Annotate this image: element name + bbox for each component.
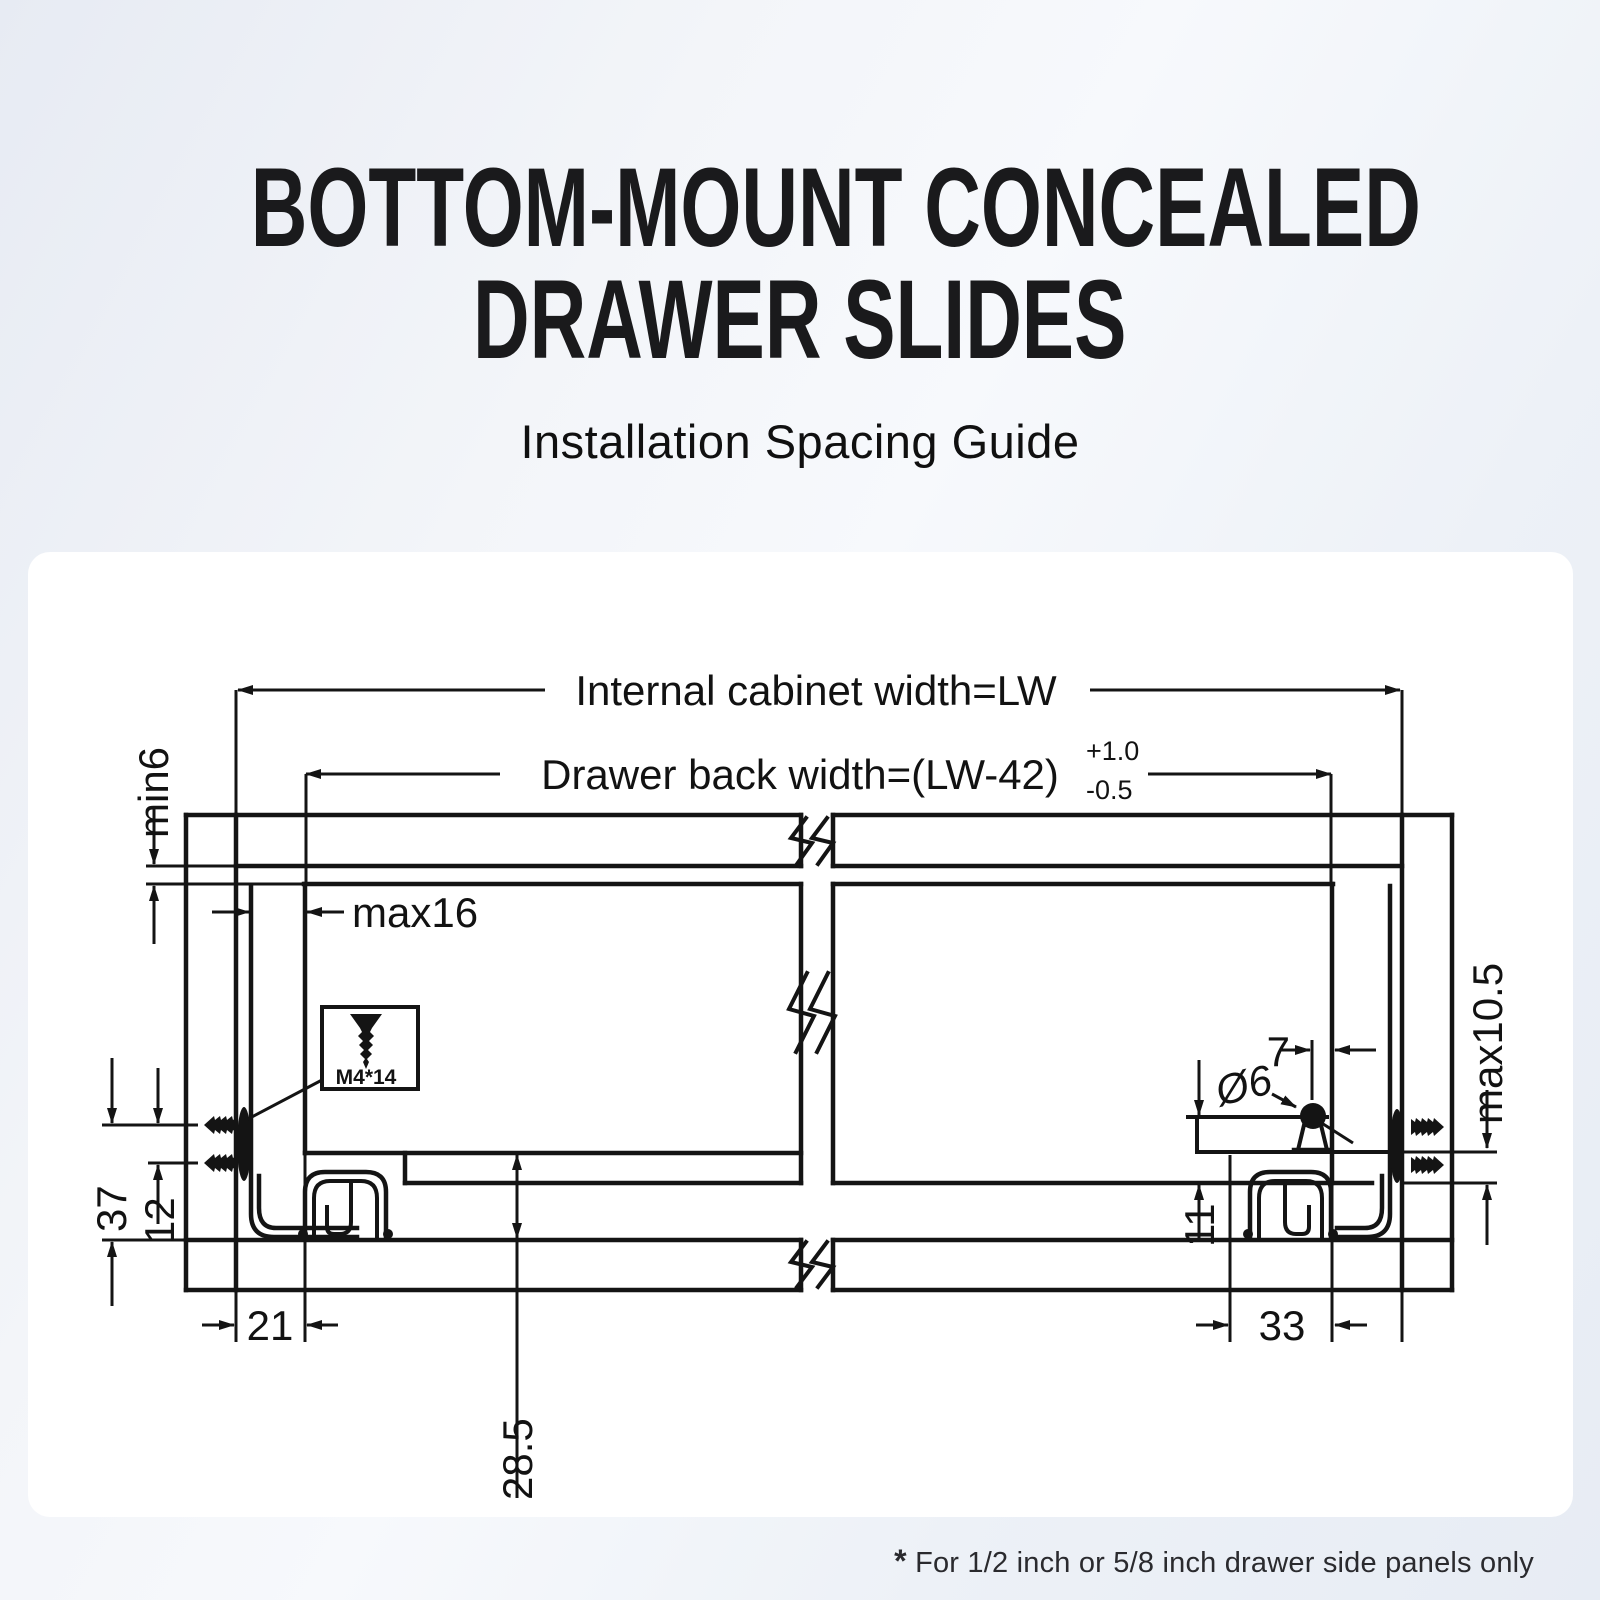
dim-internal-cabinet-width (238, 667, 1400, 714)
max16-label: max16 (352, 889, 479, 936)
dim-28-5 (494, 1155, 541, 1500)
tolerance-minus-label: -0.5 (1086, 775, 1133, 805)
break-symbol-bottom (791, 1240, 833, 1290)
dim-drawer-back-width (306, 736, 1331, 805)
left-slide-bracket (237, 886, 357, 1237)
dim-21-label: 21 (246, 1302, 294, 1349)
footnote-asterisk: * (894, 1543, 907, 1579)
title-line-2: DRAWER SLIDES (473, 257, 1127, 382)
subtitle: Installation Spacing Guide (520, 415, 1080, 468)
screw-head-flange-icon (1390, 1109, 1404, 1183)
dim-7 (1267, 1028, 1376, 1100)
dim-7-label: 7 (1266, 1028, 1290, 1075)
max10-5-label: max10.5 (1464, 962, 1511, 1124)
dim-max10-5 (1464, 963, 1511, 1245)
screw-icon (1411, 1118, 1444, 1136)
footnote-text: For 1/2 inch or 5/8 inch drawer side panels only (906, 1547, 1534, 1579)
screw-icon (350, 1014, 382, 1028)
title-line-1: BOTTOM-MOUNT CONCEALED (250, 145, 1421, 270)
dim-12 (136, 1068, 198, 1244)
dim-37-label: 37 (88, 1185, 135, 1232)
screw-icon (1411, 1156, 1444, 1174)
dim-33-label: 33 (1258, 1302, 1306, 1349)
internal-width-label: Internal cabinet width=LW (575, 667, 1057, 714)
break-symbol-middle (789, 884, 835, 1183)
screw-icon (204, 1116, 237, 1134)
screw-icon (204, 1154, 237, 1172)
min6-label: min6 (130, 746, 177, 838)
dim-28-5-label: 28.5 (494, 1418, 541, 1500)
break-symbol-top (791, 815, 833, 866)
dim-11-label: 11 (1176, 1203, 1223, 1247)
screw-spec-label: M4*14 (335, 1066, 397, 1089)
tolerance-plus-label: +1.0 (1086, 736, 1140, 766)
screw-callout-box (246, 1007, 418, 1120)
dim-min6 (130, 747, 177, 944)
drawer-back-width-label: Drawer back width=(LW-42) (541, 751, 1059, 798)
pin-diameter-label: Ø6 (1210, 1055, 1277, 1115)
dim-12-label: 12 (136, 1197, 183, 1244)
dim-37 (88, 1058, 198, 1306)
screw-icon (358, 1028, 374, 1069)
dim-21 (202, 1302, 338, 1349)
footnote (894, 1543, 1534, 1580)
